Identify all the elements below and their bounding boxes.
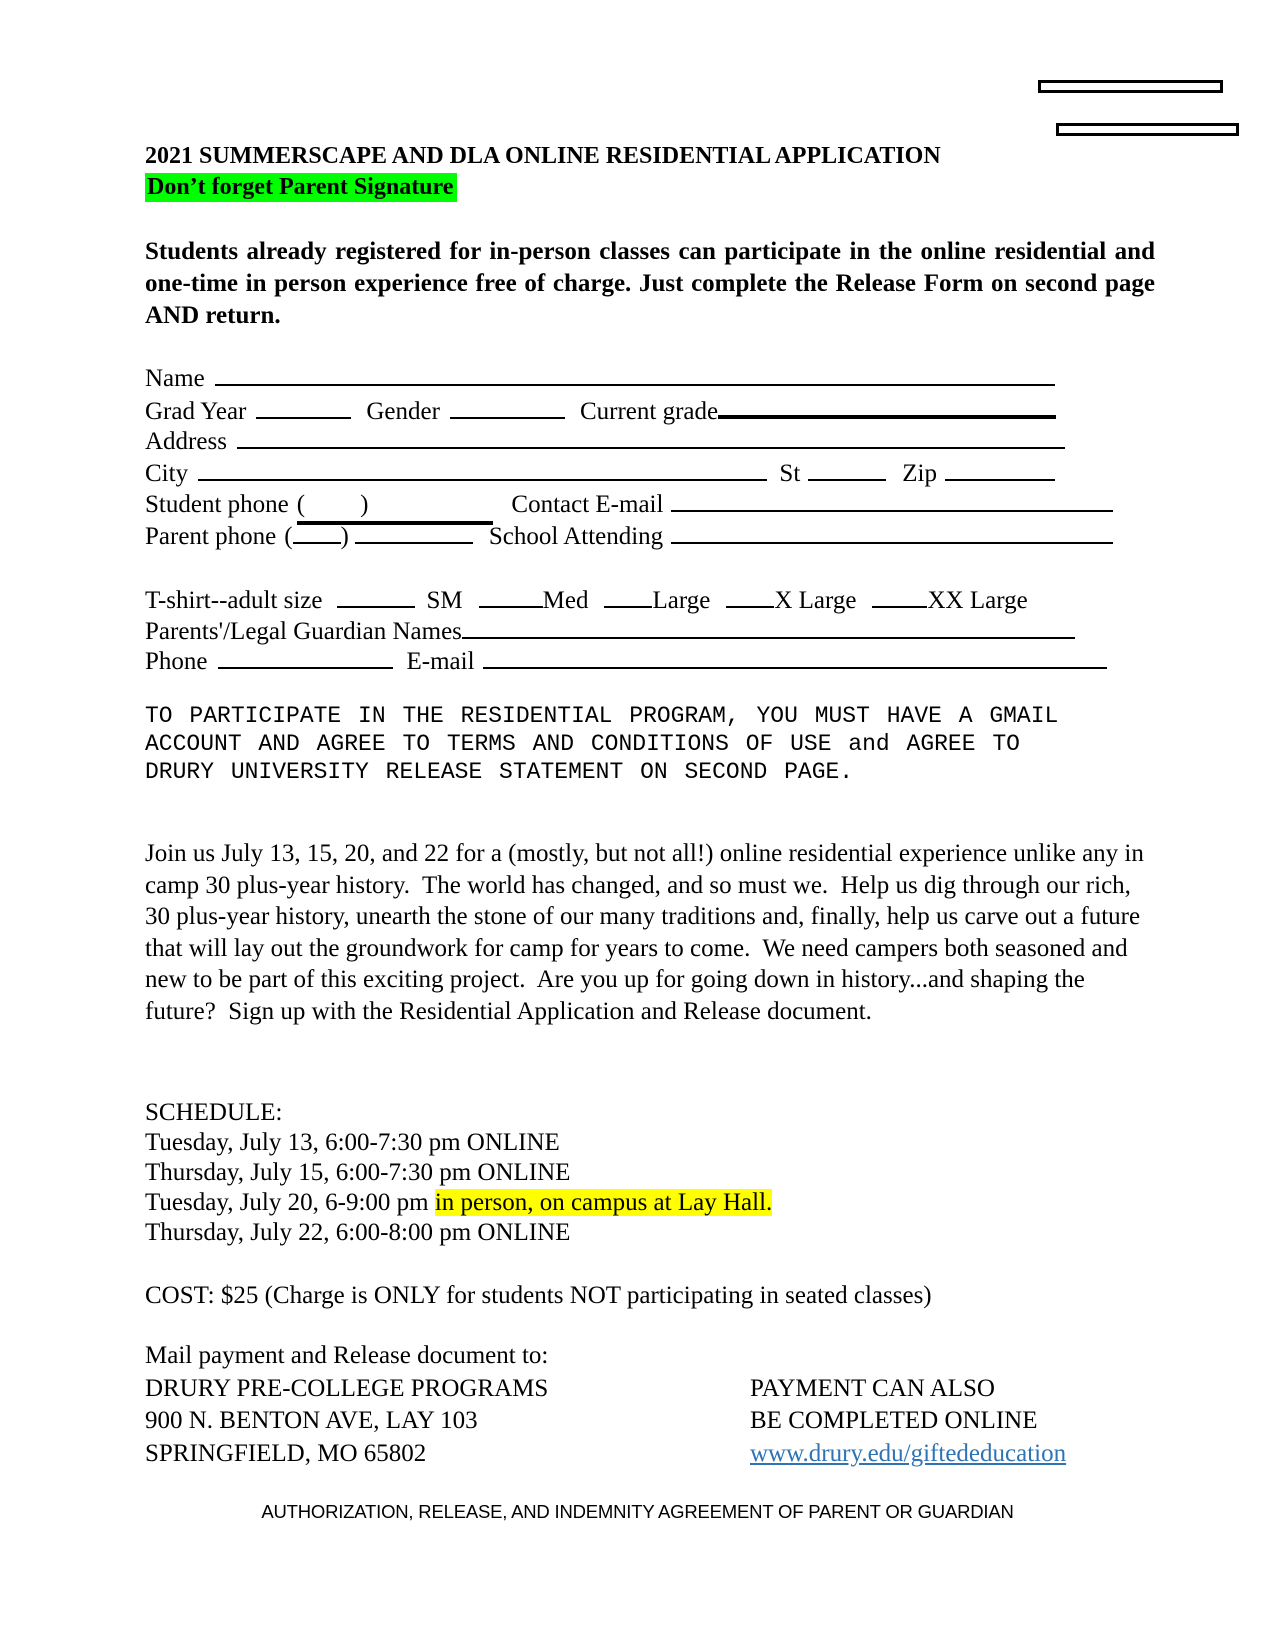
contact-email-label: Contact E-mail — [511, 491, 664, 518]
online-payment-info — [750, 1373, 1155, 1471]
open-paren: ( — [296, 491, 306, 518]
form-row-tshirt-size — [145, 586, 1120, 617]
name-field-blank[interactable] — [215, 364, 1055, 386]
form-row-grad-gender-grade — [145, 395, 1113, 427]
mailing-intro: Mail payment and Release document to: — [145, 1342, 549, 1369]
tshirt-size-label: T-shirt--adult size — [145, 587, 323, 614]
parent-phone-field-blank[interactable] — [355, 522, 473, 544]
grad-year-label: Grad Year — [145, 397, 247, 425]
gmail-requirement-notice — [145, 702, 1155, 786]
decorative-bar-bottom — [1056, 123, 1239, 136]
open-paren: ( — [284, 522, 293, 550]
zip-field-blank[interactable] — [945, 459, 1055, 481]
mailing-address — [145, 1373, 750, 1471]
contact-email-field-blank[interactable] — [671, 490, 1113, 512]
gifted-education-link[interactable]: www.drury.edu/giftededucation — [750, 1439, 1067, 1467]
form-row-parent-phone-school — [145, 521, 1113, 553]
authorization-footer-title: AUTHORIZATION, RELEASE, AND INDEMNITY AGREEMENT OF PARENT OR GUARDIAN — [261, 1501, 1014, 1522]
tshirt-and-guardian-form — [145, 586, 1120, 678]
guardian-email-field-blank[interactable] — [483, 647, 1107, 669]
size-large-blank[interactable] — [604, 586, 652, 608]
decorative-bar-top — [1038, 80, 1223, 93]
phone-number-gap[interactable] — [368, 510, 493, 512]
header — [145, 142, 1155, 202]
guardian-email-label: E-mail — [406, 648, 475, 675]
page-title: 2021 SUMMERSCAPE AND DLA ONLINE RESIDENTIAL APPLICATION — [145, 143, 941, 169]
form-row-guardian-phone-email — [145, 647, 1120, 678]
intro-paragraph: Students already registered for in-person classes can participate in the online residential and one-time in person experience free of charge. Just complete the Release Form on second page AND return. — [145, 238, 1155, 329]
form-row-name — [145, 363, 1113, 395]
size-xxlarge-label: XX Large — [927, 587, 1028, 614]
gender-label: Gender — [366, 397, 440, 425]
size-xlarge-blank[interactable] — [726, 586, 774, 608]
guardian-names-label: Parents'/Legal Guardian Names — [145, 617, 462, 645]
size-sm-blank[interactable] — [479, 586, 543, 608]
payment-info-line: BE COMPLETED ONLINE — [750, 1407, 1038, 1434]
name-label: Name — [145, 365, 205, 392]
schedule-item: Thursday, July 15, 6:00-7:30 pm ONLINE — [145, 1159, 571, 1186]
payment-info-line: PAYMENT CAN ALSO — [750, 1374, 995, 1402]
close-paren: ) — [360, 491, 369, 518]
student-phone-field-blank[interactable] — [297, 489, 494, 525]
mailing-section — [145, 1340, 1155, 1470]
guardian-phone-field-blank[interactable] — [218, 647, 393, 669]
size-sm-label: SM — [426, 587, 463, 614]
size-xxlarge-blank[interactable] — [872, 586, 927, 608]
signature-note-row — [145, 170, 1155, 202]
area-code-gap[interactable] — [305, 510, 360, 512]
schedule-heading: SCHEDULE: — [145, 1099, 283, 1126]
current-grade-field-blank[interactable] — [718, 395, 1056, 419]
parent-signature-note: Don’t forget Parent Signature — [145, 173, 457, 202]
city-field-blank[interactable] — [198, 459, 767, 481]
mailing-address-line: SPRINGFIELD, MO 65802 — [145, 1439, 427, 1467]
payment-link-row — [750, 1438, 1155, 1471]
grad-year-field-blank[interactable] — [256, 397, 351, 419]
schedule-item — [145, 1188, 1155, 1218]
city-label: City — [145, 459, 189, 487]
size-large-label: Large — [652, 587, 711, 614]
st-label: St — [779, 459, 801, 487]
close-paren: ) — [340, 522, 349, 550]
mailing-address-line: 900 N. BENTON AVE, LAY 103 — [145, 1407, 478, 1434]
schedule-item: Tuesday, July 13, 6:00-7:30 pm ONLINE — [145, 1129, 560, 1156]
schedule-item-prefix: Tuesday, July 20, 6-9:00 pm — [145, 1189, 435, 1216]
form-row-student-phone-email — [145, 489, 1113, 521]
school-attending-label: School Attending — [488, 522, 664, 550]
cost-line: COST: $25 (Charge is ONLY for students NOT participating in seated classes) — [145, 1282, 932, 1309]
form-row-guardian-names — [145, 617, 1120, 648]
parent-area-code-blank[interactable] — [293, 522, 341, 544]
program-description-paragraph: Join us July 13, 15, 20, and 22 for a (mostly, but not all!) online residential experience unlike any in camp 30 plus-year history. The world has changed, and so must we. Help us dig through our rich, 30 plus-year history, unearth the stone of our many traditions and, finally, help us carve out a future that will lay out the groundwork for camp for years to come. We need campers both seasoned and new to be part of this exciting project. Are you up for going down in history...and shaping the future? Sign up with the Residential Application and Release document. — [145, 840, 1151, 1025]
student-phone-label: Student phone — [145, 491, 289, 518]
notice-line: DRURY UNIVERSITY RELEASE STATEMENT ON SECOND PAGE. — [145, 759, 854, 785]
schedule-section — [145, 1098, 1155, 1248]
size-xlarge-label: X Large — [774, 587, 857, 614]
zip-label: Zip — [902, 459, 937, 487]
tshirt-size-blank[interactable] — [337, 586, 415, 608]
notice-line: TO PARTICIPATE IN THE RESIDENTIAL PROGRAM, YOU MUST HAVE A GMAIL — [145, 703, 1059, 729]
mailing-columns — [145, 1373, 1155, 1471]
school-attending-field-blank[interactable] — [671, 522, 1113, 544]
guardian-names-field-blank[interactable] — [462, 617, 1075, 639]
schedule-item: Thursday, July 22, 6:00-8:00 pm ONLINE — [145, 1219, 571, 1246]
guardian-phone-label: Phone — [145, 648, 208, 675]
form-row-address — [145, 426, 1113, 458]
size-med-label: Med — [542, 587, 589, 614]
current-grade-label: Current grade — [579, 397, 719, 425]
address-label: Address — [145, 428, 227, 455]
address-field-blank[interactable] — [237, 427, 1065, 449]
gender-field-blank[interactable] — [450, 397, 565, 419]
form-row-city-st-zip — [145, 458, 1113, 490]
mailing-address-line: DRURY PRE-COLLEGE PROGRAMS — [145, 1374, 549, 1402]
st-field-blank[interactable] — [808, 459, 886, 481]
parent-phone-label: Parent phone — [145, 522, 277, 550]
notice-line: ACCOUNT AND AGREE TO TERMS AND CONDITIONS OF USE and AGREE TO — [145, 731, 1020, 757]
student-info-form — [145, 363, 1113, 552]
in-person-highlight: in person, on campus at Lay Hall. — [434, 1189, 773, 1216]
